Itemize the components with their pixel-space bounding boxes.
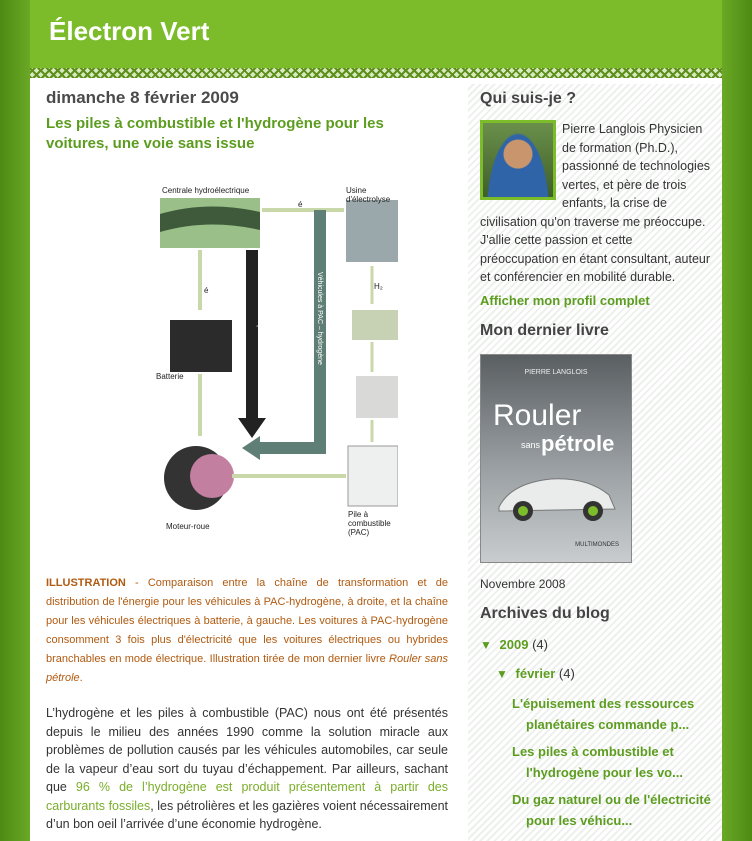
header-divider <box>30 68 722 78</box>
post-date: dimanche 8 février 2009 <box>46 88 239 107</box>
label-hydro: Centrale hydroélectrique <box>162 186 250 195</box>
battery-image <box>170 320 232 372</box>
label-veh-elec: Véhicules électriques <box>256 272 263 339</box>
avatar[interactable] <box>480 120 556 200</box>
archive-post-link[interactable]: Les piles à combustible et l'hydrogène pour les vo... <box>512 744 683 780</box>
label-veh-pac: Véhicules à PAC – hydrogène <box>316 272 323 365</box>
blog-title[interactable]: Électron Vert <box>49 16 210 46</box>
hydrogen-source-link[interactable]: 96 % de l’hydrogène est produit présentement à partir des carburants fossiles <box>46 780 448 813</box>
caption-label: ILLUSTRATION <box>46 577 126 589</box>
caption-book-title: Rouler sans pétrole <box>46 653 448 684</box>
fuel-cell-image <box>348 446 398 506</box>
factory-image <box>346 200 398 262</box>
figure-caption: ILLUSTRATION - Comparaison entre la chaîne de transformation et de distribution de l'énergie pour les véhicules à PAC-hydrogène, à droite, et la chaîne pour les véhicules électriques à batterie, à gauche. Les voitures à PAC-hydrogène consomment 3 fois plus d'électricité que les voitures électriques ou hybrides branchables en mode électrique. Illustration tirée de mon dernier livre Rouler sans pétrole. <box>46 577 448 684</box>
page-container <box>30 0 722 841</box>
energy-chain-diagram <box>108 170 398 558</box>
archive-post-link[interactable]: Du gaz naturel ou de l'électricité pour les véhicu... <box>512 792 711 828</box>
archive-month[interactable]: ▼ février (4) <box>496 666 575 681</box>
archive-tree <box>480 637 712 831</box>
page-border-left <box>0 0 30 841</box>
label-e2: é <box>298 200 303 209</box>
post-illustration[interactable] <box>108 170 398 558</box>
label-pac: Pile à combustible (PAC) <box>348 510 391 537</box>
profile-box <box>480 120 712 310</box>
main-column <box>46 84 448 834</box>
triangle-down-icon[interactable]: ▼ <box>496 667 508 681</box>
book-cover[interactable]: PIERRE LANGLOIS Rouler sans pétrole MULTIMONDES <box>480 354 632 563</box>
post-body: L’hydrogène et les piles à combustible (PAC) nous ont été présentés depuis le milieu des années 1990 comme la solution miracle aux problèmes de pollution causés par les véhicules automobiles, car seule de la vapeur d’eau sort du tuyau d’échappement. Par ailleurs, sachant que 96 % de l’hydrogène est produit présentement à partir des carburants fossiles, les pétrolières et les gazières voient nécessairement d’un bon oeil l’arrivée d’une économie hydrogène. <box>46 706 448 831</box>
profile-text: Pierre Langlois Physicien de formation (Ph.D.), passionné de technologies vertes, et père de trois enfants, la crise de civilisation qu'on traverse me préoccupe. J'allie cette passion et cette préoccupation en étant consultant, auteur et conférencier en mobilité durable. <box>480 122 711 284</box>
book-caption: Novembre 2008 <box>480 577 566 591</box>
label-moteur: Moteur-roue <box>166 522 210 531</box>
archive-post-link[interactable]: L'épuisement des ressources planétaires commande p... <box>512 696 695 732</box>
truck-image <box>352 310 398 340</box>
label-e1: é <box>204 286 209 295</box>
about-heading: Qui suis-je ? <box>480 90 577 107</box>
pump-image <box>356 376 398 418</box>
label-h2: H₂ <box>374 282 383 291</box>
archive-year[interactable]: ▼ 2009 (4) <box>480 637 548 652</box>
car-image <box>491 465 621 525</box>
post-title[interactable]: Les piles à combustible et l'hydrogène pour les voitures, une voie sans issue <box>46 115 384 152</box>
book-heading: Mon dernier livre <box>480 322 609 339</box>
view-profile-link[interactable]: Afficher mon profil complet <box>480 292 650 308</box>
blog-header <box>30 0 722 70</box>
sidebar <box>468 84 722 841</box>
label-usine: Usine d'électrolyse <box>346 186 391 204</box>
page-border-right <box>722 0 752 841</box>
caption-text: - Comparaison entre la chaîne de transformation et de distribution de l'énergie pour les véhicules à PAC-hydrogène, à droite, et la chaîne pour les véhicules électriques à batterie, à gauche. Les voitures à PAC-hydrogène consomment 3 fois plus d'électricité que les voitures électriques ou hybrides branchables en mode électrique. Illustration tirée de mon dernier livre <box>46 577 448 665</box>
archives-heading: Archives du blog <box>480 605 610 622</box>
triangle-down-icon[interactable]: ▼ <box>480 638 492 652</box>
label-batterie: Batterie <box>156 372 184 381</box>
